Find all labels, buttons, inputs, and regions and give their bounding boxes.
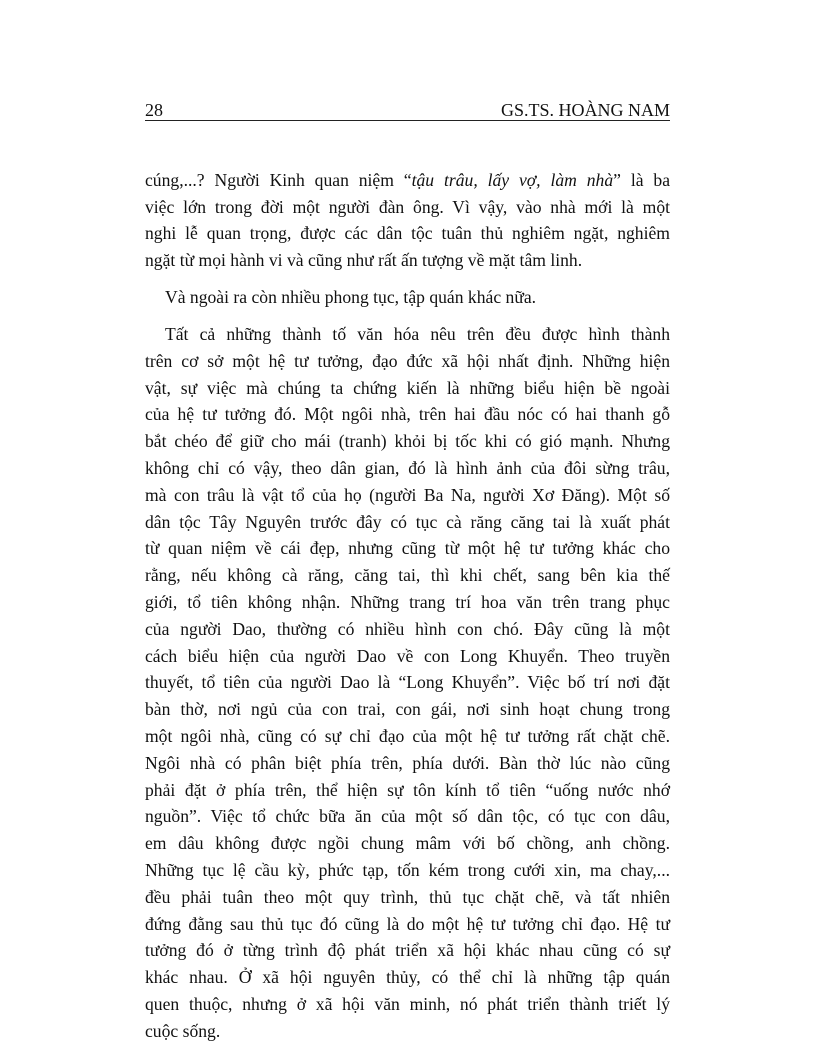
text-line: giới, tổ tiên không nhận. Những trang trí hoa văn trên trang phục xyxy=(145,591,670,612)
text-line: khác nhau. Ở xã hội nguyên thủy, có thể chỉ là những tập quán xyxy=(145,967,670,988)
text-line: đều phải tuân theo một quy trình, thủ tục chặt chẽ, và tất nhiên xyxy=(145,886,670,907)
text-line: đứng đằng sau thủ tục đó cũng là do một hệ tư tưởng chỉ đạo. Hệ tư xyxy=(145,913,670,934)
text-line: phải đặt ở phía trên, thể hiện sự tôn kính tổ tiên “uống nước nhớ xyxy=(145,779,670,800)
text-line: một ngôi nhà, cũng có sự chỉ đạo của một hệ tư tưởng rất chặt chẽ. xyxy=(145,725,670,746)
text-line: của hệ tư tưởng đó. Một ngôi nhà, trên hai đầu nóc có hai thanh gỗ xyxy=(145,404,670,425)
text-line: từ quan niệm về cái đẹp, nhưng cũng từ một hệ tư tưởng khác cho xyxy=(145,538,670,559)
text-line: mà con trâu là vật tổ của họ (người Ba Na, người Xơ Đăng). Một số xyxy=(145,484,670,505)
text-line: bàn thờ, nơi ngủ của con trai, con gái, nơi sinh hoạt chung trong xyxy=(145,699,670,720)
text-line xyxy=(145,167,670,194)
text-line: dân tộc Tây Nguyên trước đây có tục cà răng căng tai là xuất phát xyxy=(145,511,670,532)
text-line: trên cơ sở một hệ tư tưởng, đạo đức xã hội nhất định. Những hiện xyxy=(145,350,670,371)
text-line: tưởng đó ở từng trình độ phát triển xã hội khác nhau cũng có sự xyxy=(145,940,670,961)
text-line: vật, sự việc mà chúng ta chứng kiến là những biểu hiện bề ngoài xyxy=(145,377,670,398)
text-line: cuộc sống. xyxy=(145,1020,221,1041)
page-number: 28 xyxy=(145,100,163,120)
italic-quote: tậu trâu, lấy vợ, làm nhà xyxy=(411,170,614,190)
text-line: của người Dao, thường có nhiều hình con chó. Đây cũng là một xyxy=(145,618,670,639)
text-span: ” là ba xyxy=(613,170,670,190)
text-line: ngặt từ mọi hành vi và cũng như rất ấn tượng về mặt tâm linh. xyxy=(145,249,583,270)
text-line: quen thuộc, nhưng ở xã hội văn minh, nó phát triển thành triết lý xyxy=(145,993,670,1014)
text-span: cúng,...? Người Kinh quan niệm “ xyxy=(145,170,412,190)
header-rule xyxy=(145,120,670,121)
text-line: Và ngoài ra còn nhiều phong tục, tập quán khác nữa. xyxy=(165,287,537,307)
text-line: bắt chéo để giữ cho mái (tranh) khỏi bị tốc khi có gió mạnh. Nhưng xyxy=(145,431,670,452)
text-line: việc lớn trong đời một người đàn ông. Vì vậy, vào nhà mới là một xyxy=(145,196,670,217)
text-line: không chỉ có vậy, theo dân gian, đó là hình ảnh của đôi sừng trâu, xyxy=(145,457,670,478)
text-line: nghi lễ quan trọng, được các dân tộc tuân thủ nghiêm ngặt, nghiêm xyxy=(145,223,670,243)
text-line: em dâu không được ngồi chung mâm với bố chồng, anh chồng. xyxy=(145,833,670,854)
paragraph-2 xyxy=(145,284,670,311)
text-line: Những tục lệ cầu kỳ, phức tạp, tốn kém trong cưới xin, ma chay,... xyxy=(145,859,670,880)
text-line: Tất cả những thành tố văn hóa nêu trên đều được hình thành xyxy=(165,324,670,344)
text-line: nguồn”. Việc tổ chức bữa ăn của một số dân tộc, có tục con dâu, xyxy=(145,806,670,827)
page-header xyxy=(145,100,670,120)
text-line: thuyết, tổ tiên của người Dao là “Long Khuyển”. Việc bố trí nơi đặt xyxy=(145,672,670,693)
paragraph-3 xyxy=(145,321,670,1045)
text-line: cách biểu hiện của người Dao về con Long Khuyển. Theo truyền xyxy=(145,645,670,666)
text-line: rằng, nếu không cà răng, căng tai, thì khi chết, sang bên kia thế xyxy=(145,565,670,586)
running-head: GS.TS. HOÀNG NAM xyxy=(500,100,670,120)
paragraph-1 xyxy=(145,167,670,273)
text-line: Ngôi nhà có phân biệt phía trên, phía dưới. Bàn thờ lúc nào cũng xyxy=(145,752,670,773)
